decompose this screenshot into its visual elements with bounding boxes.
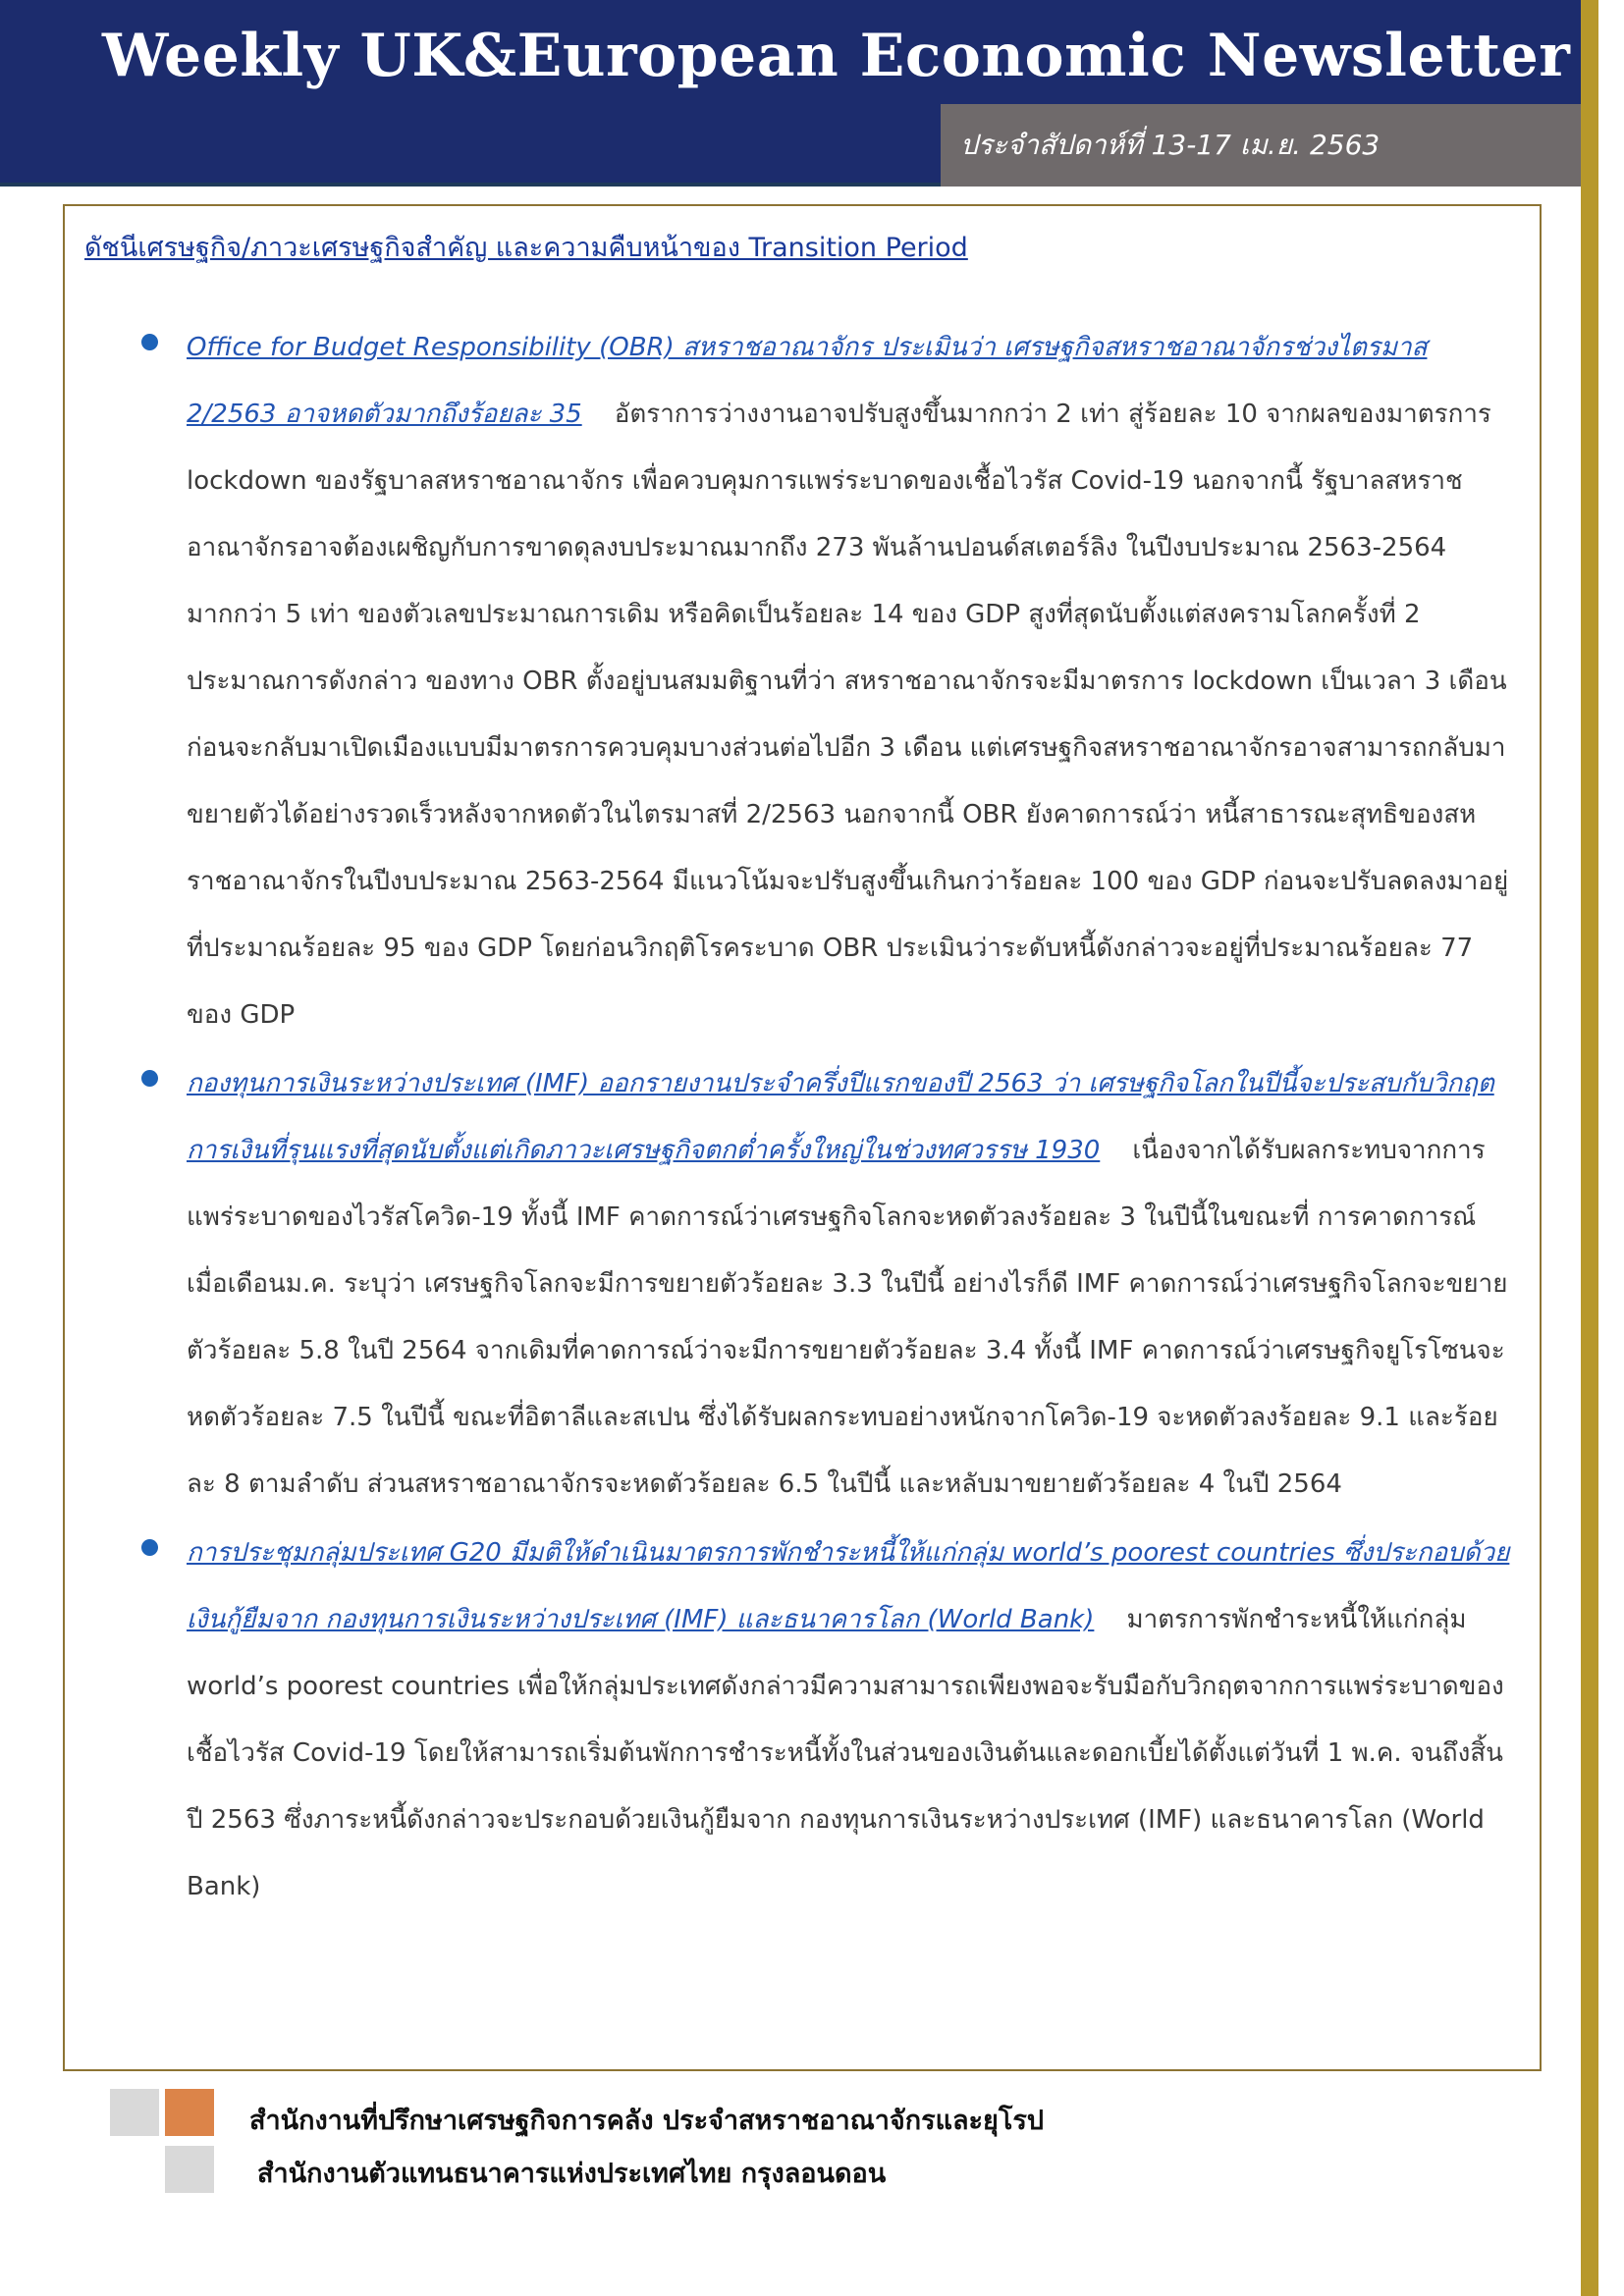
bullet-heading-link[interactable]: กองทุนการเงินระหว่างประเทศ (IMF) ออกรายงานประจำครึ่งปีแรกของปี 2563 ว่า เศรษฐกิจโลกในปีนี้จะประสบกับวิกฤตการเงินที่รุนแรงที่สุดนับตั้งแต่เกิดภาวะเศรษฐกิจตกต่ำครั้งใหญ่ในช่วงทศวรรษ 1930 xyxy=(187,1069,1494,1165)
section-title[interactable]: ดัชนีเศรษฐกิจ/ภาวะเศรษฐกิจสำคัญ และความคืบหน้าของ Transition Period xyxy=(84,233,968,263)
bullet-list xyxy=(128,314,1512,1922)
gold-side-bar xyxy=(1581,0,1598,2296)
bullet-item-imf xyxy=(128,1050,1512,1518)
bullet-dot-icon xyxy=(141,334,158,350)
bullet-dot-icon xyxy=(141,1070,158,1087)
content-box xyxy=(63,204,1542,2071)
bullet-body: มาตรการพักชำระหนี้ให้แก่กลุ่ม world’s poorest countries เพื่อให้กลุ่มประเทศดังกล่าวมีความสามารถเพียงพอจะรับมือกับวิกฤตจากการแพร่ระบาดของเชื้อไวรัส Covid-19 โดยให้สามารถเริ่มต้นพักการชำระหนี้ทั้งในส่วนของเงินต้นและดอกเบี้ยได้ตั้งแต่วันที่ 1 พ.ค. จนถึงสิ้นปี 2563 ซึ่งภาระหนี้ดังกล่าวจะประกอบด้วยเงินกู้ยืมจาก กองทุนการเงินระหว่างประเทศ (IMF) และธนาคารโลก (World Bank) xyxy=(187,1605,1504,1901)
newsletter-title: Weekly UK&European Economic Newsletter xyxy=(102,22,1571,90)
bullet-item-obr xyxy=(128,314,1512,1048)
issue-date-box xyxy=(941,104,1581,187)
issue-date: ประจำสัปดาห์ที่ 13-17 เม.ย. 2563 xyxy=(960,129,1380,161)
bullet-heading-link[interactable]: Office for Budget Responsibility (OBR) สหราชอาณาจักร ประเมินว่า เศรษฐกิจสหราชอาณาจักรช่วงไตรมาส 2/2563 อาจหดตัวมากถึงร้อยละ 35 xyxy=(187,333,1428,429)
newsletter-header xyxy=(0,0,1581,187)
bullet-body: เนื่องจากได้รับผลกระทบจากการแพร่ระบาดของไวรัสโควิด-19 ทั้งนี้ IMF คาดการณ์ว่าเศรษฐกิจโลกจะหดตัวลงร้อยละ 3 ในปีนี้ในขณะที่ การคาดการณ์เมื่อเดือนม.ค. ระบุว่า เศรษฐกิจโลกจะมีการขยายตัวร้อยละ 3.3 ในปีนี้ อย่างไรก็ดี IMF คาดการณ์ว่าเศรษฐกิจโลกจะขยายตัวร้อยละ 5.8 ในปี 2564 จากเดิมที่คาดการณ์ว่าจะมีการขยายตัวร้อยละ 3.4 ทั้งนี้ IMF คาดการณ์ว่าเศรษฐกิจยูโรโซนจะหดตัวร้อยละ 7.5 ในปีนี้ ขณะที่อิตาลีและสเปน ซึ่งได้รับผลกระทบอย่างหนักจากโควิด-19 จะหดตัวลงร้อยละ 9.1 และร้อยละ 8 ตามลำดับ ส่วนสหราชอาณาจักรจะหดตัวร้อยละ 6.5 ในปีนี้ และหลับมาขยายตัวร้อยละ 4 ในปี 2564 xyxy=(187,1136,1508,1499)
footer-square-gray-lower xyxy=(165,2146,214,2193)
bullet-body: อัตราการว่างงานอาจปรับสูงขึ้นมากกว่า 2 เท่า สู่ร้อยละ 10 จากผลของมาตรการ lockdown ของรัฐบาลสหราชอาณาจักร เพื่อควบคุมการแพร่ระบาดของเชื้อไวรัส Covid-19 นอกจากนี้ รัฐบาลสหราชอาณาจักรอาจต้องเผชิญกับการขาดดุลงบประมาณมากถึง 273 พันล้านปอนด์สเตอร์ลิง ในปีงบประมาณ 2563-2564 มากกว่า 5 เท่า ของตัวเลขประมาณการเดิม หรือคิดเป็นร้อยละ 14 ของ GDP สูงที่สุดนับตั้งแต่สงครามโลกครั้งที่ 2 ประมาณการดังกล่าว ของทาง OBR ตั้งอยู่บนสมมติฐานที่ว่า สหราชอาณาจักรจะมีมาตรการ lockdown เป็นเวลา 3 เดือน ก่อนจะกลับมาเปิดเมืองแบบมีมาตรการควบคุมบางส่วนต่อไปอีก 3 เดือน แต่เศรษฐกิจสหราชอาณาจักรอาจสามารถกลับมาขยายตัวได้อย่างรวดเร็วหลังจากหดตัวในไตรมาสที่ 2/2563 นอกจากนี้ OBR ยังคาดการณ์ว่า หนี้สาธารณะสุทธิของสหราชอาณาจักรในปีงบประมาณ 2563-2564 มีแนวโน้มจะปรับสูงขึ้นเกินกว่าร้อยละ 100 ของ GDP ก่อนจะปรับลดลงมาอยู่ที่ประมาณร้อยละ 95 ของ GDP โดยก่อนวิกฤติโรคระบาด OBR ประเมินว่าระดับหนี้ดังกล่าวจะอยู่ที่ประมาณร้อยละ 77 ของ GDP xyxy=(187,400,1509,1030)
bullet-heading-link[interactable]: การประชุมกลุ่มประเทศ G20 มีมติให้ดำเนินมาตรการพักชำระหนี้ให้แก่กลุ่ม world’s poorest countries ซึ่งประกอบด้วยเงินกู้ยืมจาก กองทุนการเงินระหว่างประเทศ (IMF) และธนาคารโลก (World Bank) xyxy=(187,1538,1510,1634)
bullet-item-g20 xyxy=(128,1520,1512,1920)
footer-square-orange xyxy=(165,2089,214,2136)
footer-square-gray xyxy=(110,2089,159,2136)
bullet-dot-icon xyxy=(141,1539,158,1556)
footer-office-line: สำนักงานที่ปรึกษาเศรษฐกิจการคลัง ประจำสหราชอาณาจักรและยุโรป xyxy=(249,2106,1044,2136)
footer-bank-line: สำนักงานตัวแทนธนาคารแห่งประเทศไทย กรุงลอนดอน xyxy=(257,2159,887,2189)
